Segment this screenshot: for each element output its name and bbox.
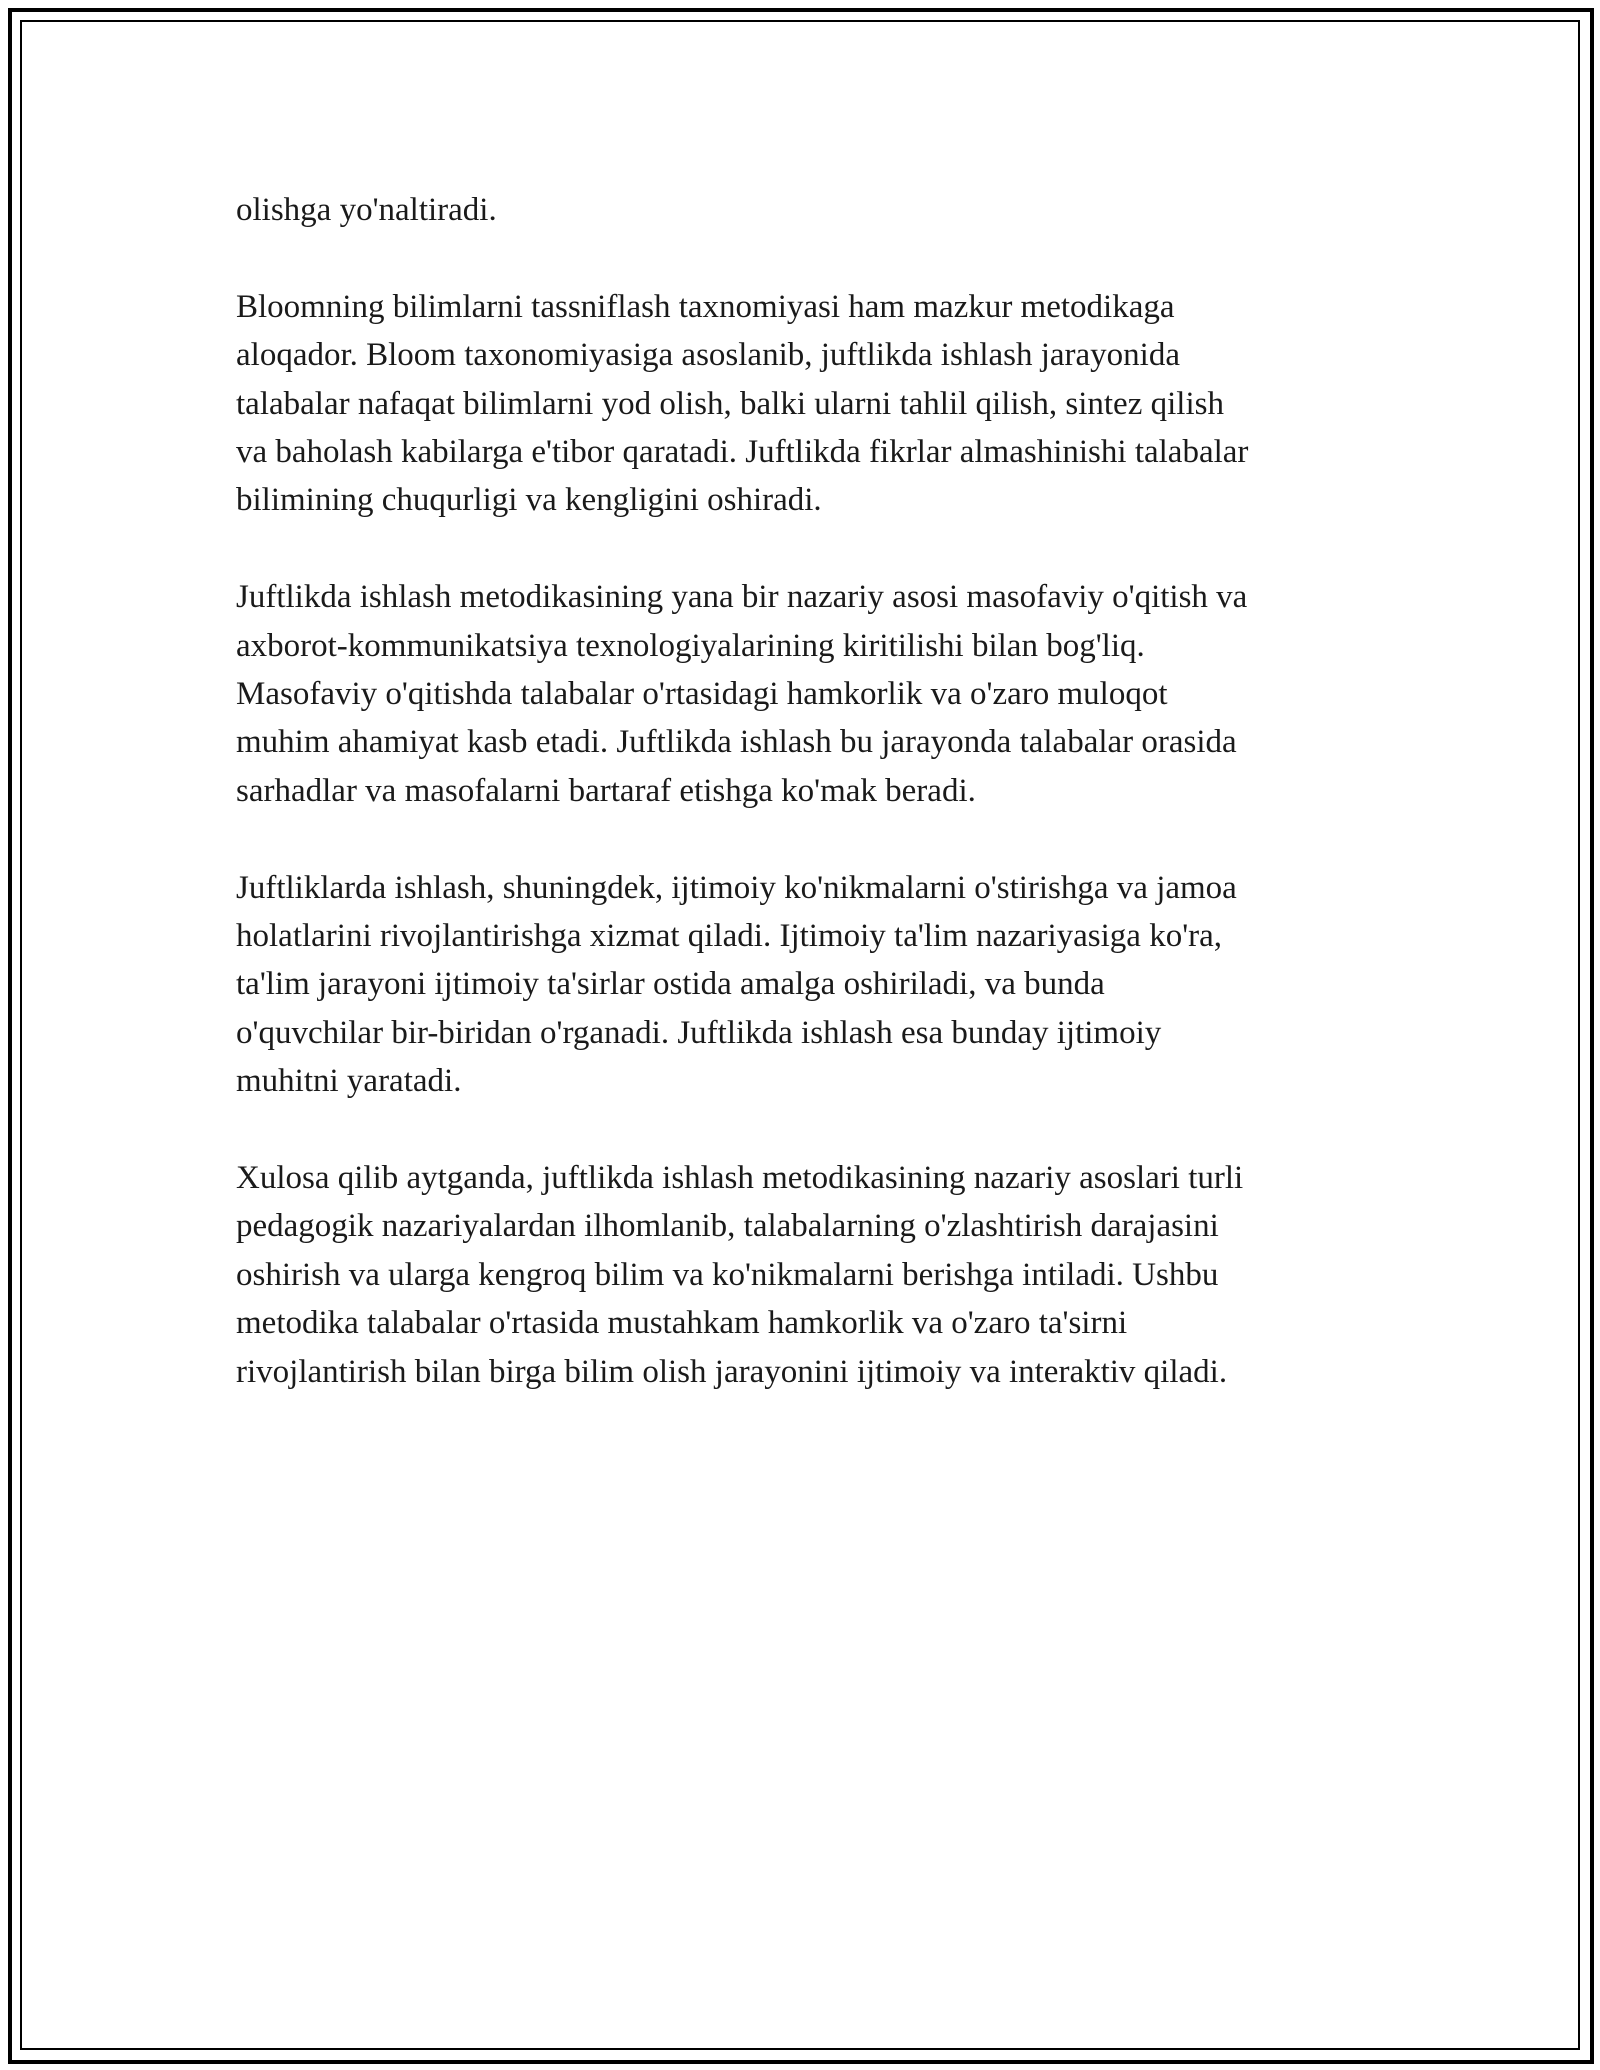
- paragraph-continuation: olishga yo'naltiradi.: [236, 192, 497, 228]
- paragraph-social-skills: Juftliklarda ishlash, shuningdek, ijtimoiy ko'nikmalarni o'stirishga va jamoa holatlarini rivojlantirishga xizmat qiladi. Ijtimoiy ta'lim nazariyasiga ko'ra, ta'lim jarayoni ijtimoiy ta'sirlar ostida amalga oshiriladi, va bunda o'quvchilar bir-biridan o'rganadi. Juftlikda ishlash esa bunday ijtimoiy muhitni yaratadi.: [236, 869, 1237, 1100]
- document-body: [236, 186, 1386, 1444]
- paragraph-bloom-taxonomy: Bloomning bilimlarni tassniflash taxnomiyasi ham mazkur metodikaga aloqador. Bloom taxonomiyasiga asoslanib, juftlikda ishlash jarayonida talabalar nafaqat bilimlarni yod olish, balki ularni tahlil qilish, sintez qilish va baholash kabilarga e'tibor qaratadi. Juftlikda fikrlar almashinishi talabalar bilimining chuqurligi va kengligini oshiradi.: [236, 288, 1249, 519]
- paragraph-distance-learning: Juftlikda ishlash metodikasining yana bir nazariy asosi masofaviy o'qitish va axborot-kommunikatsiya texnologiyalarining kiritilishi bilan bog'liq. Masofaviy o'qitishda talabalar o'rtasidagi hamkorlik va o'zaro muloqot muhim ahamiyat kasb etadi. Juftlikda ishlash bu jarayonda talabalar orasida sarhadlar va masofalarni bartaraf etishga ko'mak beradi.: [236, 579, 1248, 809]
- paragraph-conclusion: Xulosa qilib aytganda, juftlikda ishlash metodikasining nazariy asoslari turli pedagogik nazariyalardan ilhomlanib, talabalarning o'zlashtirish darajasini oshirish va ularga kengroq bilim va ko'nikmalarni berishga intiladi. Ushbu metodika talabalar o'rtasida mustahkam hamkorlik va o'zaro ta'sirni rivojlantirish bilan birga bilim olish jarayonini ijtimoiy va interaktiv qiladi.: [236, 1160, 1244, 1390]
